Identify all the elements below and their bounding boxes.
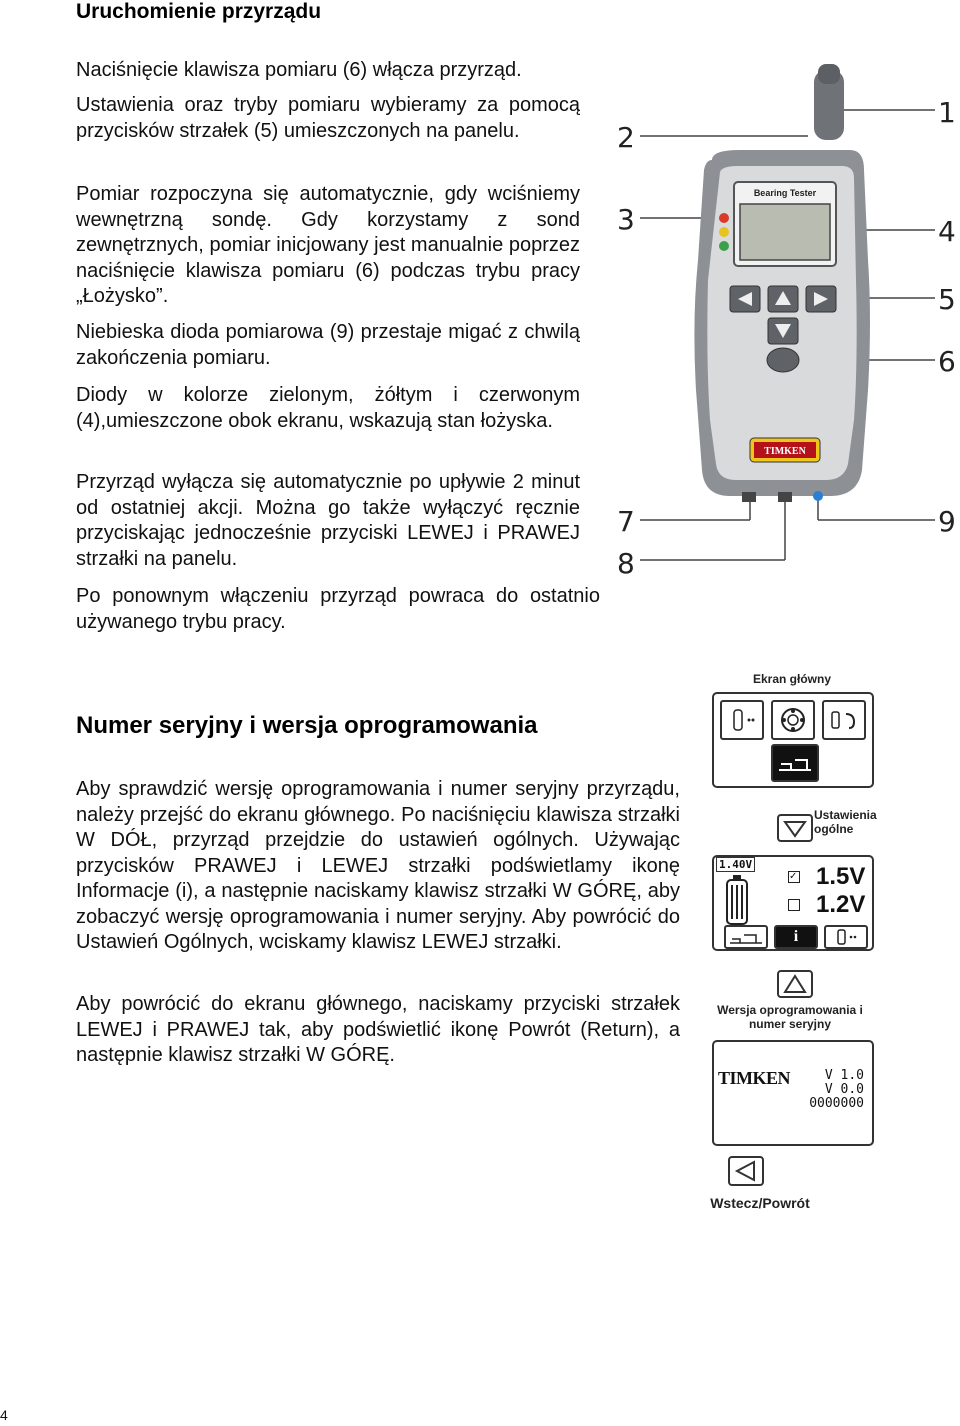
red-led [719,213,729,223]
callout-7: 7 [617,505,635,538]
general-settings-label: Ustawienia ogólne [814,808,877,836]
measure-button [767,348,799,372]
checkbox-empty-icon [788,899,800,911]
callout-4: 4 [938,215,956,248]
info-screen [712,1040,874,1146]
bearing-probe-icon [720,700,764,740]
callout-9: 9 [938,505,956,538]
paragraph: Naciśnięcie klawisza pomiaru (6) włącza przyrząd. [76,59,522,81]
bearing-probe-icon [824,925,868,949]
paragraph: Przyrząd wyłącza się automatycznie po upływie 2 minut od ostatniej akcji. Można go także wyłączyć ręcznie przyciskając jednocześnie przyciski LEWEJ i PRAWEJ strzałki na panelu. [76,471,580,570]
callout-3: 3 [617,203,635,236]
info-icon: i [774,925,818,949]
paragraph: Niebieska dioda pomiarowa (9) przestaje migać z chwilą zakończenia pomiaru. [76,321,580,369]
paragraph: Po ponownym włączeniu przyrząd powraca do ostatnio używanego trybu pracy. [76,585,600,633]
settings-tool-icon [724,925,768,949]
main-screen [712,692,874,788]
voltage-option-1: 1.5V [816,863,866,890]
checkbox-checked-icon: ✓ [788,871,800,883]
paragraph: Aby sprawdzić wersję oprogramowania i numer seryjny przyrządu, należy przejść do ekranu głównego. Po naciśnięciu klawisza strzałki W DÓŁ, przyrząd przejdzie do ustawień ogólnych. Używając przycisków PRAWEJ i LEWEJ strzałki podświetlamy ikonę Informacje (i), a następnie naciskamy klawisz strzałki W GÓRĘ, aby zobaczyć wersję oprogramowania i numer seryjny. Aby powrócić do Ustawień Ogólnych, wciskamy klawisz LEWEJ strzałki. [76,778,680,953]
callout-8: 8 [617,547,635,580]
info-brand: TIMKEN [718,1068,791,1088]
callout-6: 6 [938,345,956,378]
paragraph: Ustawienia oraz tryby pomiaru wybieramy za pomocą przycisków strzałek (5) umieszczonych na panelu. [76,94,580,142]
down-arrow-key [777,814,813,842]
bearing-tester-device [600,60,960,600]
section-title-serial-version: Numer seryjny i wersja oprogramowania [76,712,538,739]
callout-5: 5 [938,283,956,316]
firmware-version: V 1.0 [824,1068,864,1083]
paragraph: Pomiar rozpoczyna się automatycznie, gdy wciśniemy wewnętrzną sondę. Gdy korzystamy z sond zewnętrznych, pomiar inicjowany jest manualnie poprzez naciśnięcie klawisza pomiaru (6) podczas trybu pracy „Łożysko”. [76,183,580,307]
green-led [719,241,729,251]
serial-number: 0000000 [809,1096,864,1111]
hardware-version: V 0.0 [824,1082,864,1097]
up-arrow-key [777,970,813,998]
brand-text: TIMKEN [764,446,806,457]
voltage-option-2: 1.2V [816,891,866,918]
general-settings-screen [712,855,874,951]
callout-2: 2 [617,121,635,154]
section-title-startup: Uruchomienie przyrządu [76,0,322,23]
callout-1: 1 [938,96,956,129]
yellow-led [719,227,729,237]
paragraph: Diody w kolorze zielonym, żółtym i czerwonym (4),umieszczone obok ekranu, wskazują stan łożyska. [76,384,580,432]
bearing-icon [771,700,815,740]
blue-led [813,491,823,501]
back-label: Wstecz/Powrót [710,1195,810,1211]
main-screen-label: Ekran główny [752,672,832,686]
screen-label: Bearing Tester [753,188,817,198]
page-number: 4 [0,1407,8,1423]
battery-icon [724,873,750,927]
left-arrow-key [728,1156,764,1186]
settings-tool-icon [771,744,819,782]
version-serial-label: Wersja oprogramowania i numer seryjny [717,1003,863,1031]
paragraph: Aby powrócić do ekranu głównego, naciskamy przyciski strzałek LEWEJ i PRAWEJ tak, aby podświetlić ikonę Powrót (Return), a następnie klawisz strzałki W GÓRĘ. [76,993,680,1066]
battery-level: 1.40V [716,857,755,872]
listen-icon [822,700,866,740]
